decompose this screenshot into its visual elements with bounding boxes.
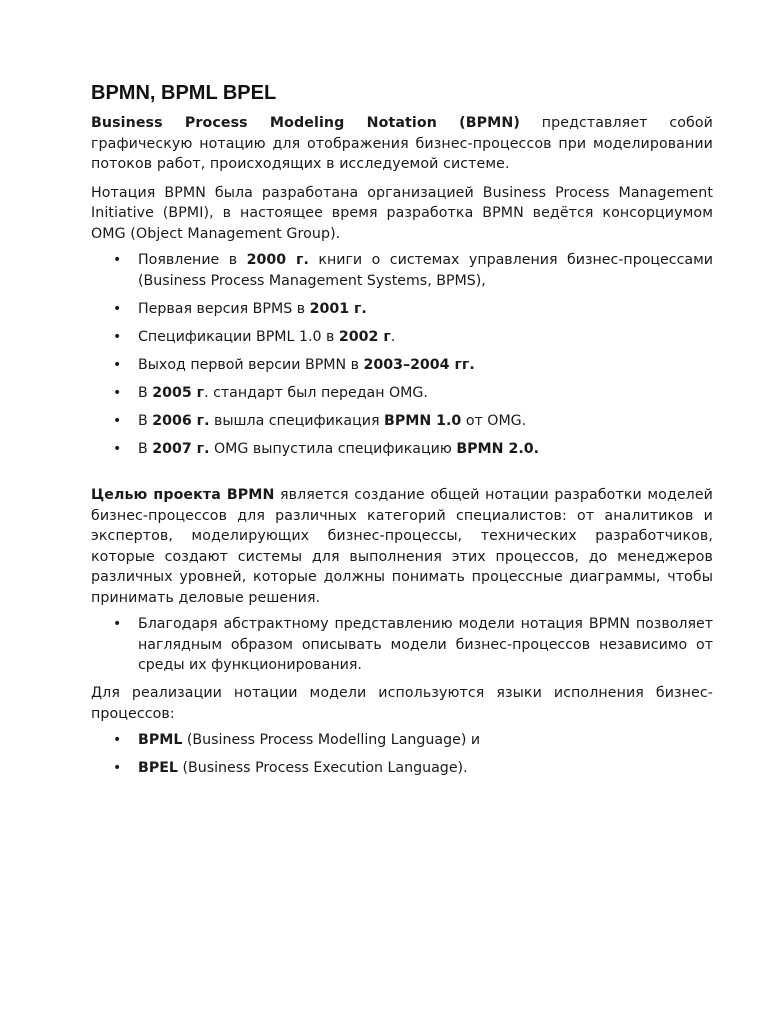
languages-paragraph: Для реализации нотации модели используются языки исполнения бизнес-процессов: [91, 685, 713, 722]
page-title: BPMN, BPML BPEL [91, 82, 277, 104]
bullet-icon: • [113, 616, 122, 632]
bullet-icon: • [113, 732, 122, 748]
goal-term: Целью проекта BPMN [91, 487, 275, 503]
list-item: • Благодаря абстрактному представлению модели нотация BPMN позволяет наглядным образом описывать модели бизнес-процессов независимо от среды их функционирования. [113, 616, 713, 673]
list-item: • В 2005 г. стандарт был передан OMG. [91, 383, 713, 404]
intro-term: Business Process Modeling Notation (BPMN) [91, 115, 520, 131]
list-item: • В 2007 г. OMG выпустила спецификацию BPMN 2.0. [91, 439, 713, 460]
bullet-icon: • [113, 356, 122, 373]
goal-paragraph [91, 485, 713, 608]
intro-text: представляет собой графическую нотацию для отображения бизнес-процессов при моделировании потоков работ, происходящих в исследуемой системе. [91, 115, 713, 172]
bullet-icon: • [113, 328, 122, 345]
bullet-icon: • [113, 384, 122, 401]
list-item: • Выход первой версии BPMN в 2003–2004 гг. [91, 355, 713, 376]
bullet-icon: • [113, 300, 122, 317]
note-list [91, 614, 713, 676]
goal-text: является создание общей нотации разработки моделей бизнес-процессов для различных категорий специалистов: от аналитиков и экспертов, моделирующих бизнес-процессы, технических разработчиков, которые создают системы для выполнения этих процессов, до менеджеров различных уровней, которые должны понимать процессные диаграммы, чтобы принимать деловые решения. [91, 487, 713, 606]
origin-paragraph: Нотация BPMN была разработана организацией Business Process Management Initiative (BPMI), в настоящее время разработка BPMN ведётся консорциумом OMG (Object Management Group). [91, 184, 713, 242]
list-item: • Спецификации BPML 1.0 в 2002 г. [91, 327, 713, 348]
bullet-icon: • [113, 252, 122, 268]
list-item: • В 2006 г. вышла спецификация BPMN 1.0 от OMG. [91, 411, 713, 432]
bullet-icon: • [113, 760, 122, 776]
list-item: • BPEL (Business Process Execution Language). [91, 758, 713, 779]
bullet-icon: • [113, 440, 122, 457]
list-item: • Первая версия BPMS в 2001 г. [91, 299, 713, 320]
bullet-icon: • [113, 412, 122, 429]
history-list [91, 250, 713, 459]
list-item: • Появление в 2000 г. книги о системах управления бизнес-процессами (Business Process Management Systems, BPMS), [113, 252, 713, 289]
languages-list [91, 730, 713, 779]
list-item: • BPML (Business Process Modelling Language) и [91, 730, 713, 751]
intro-paragraph [91, 113, 713, 175]
document-page [91, 80, 713, 786]
